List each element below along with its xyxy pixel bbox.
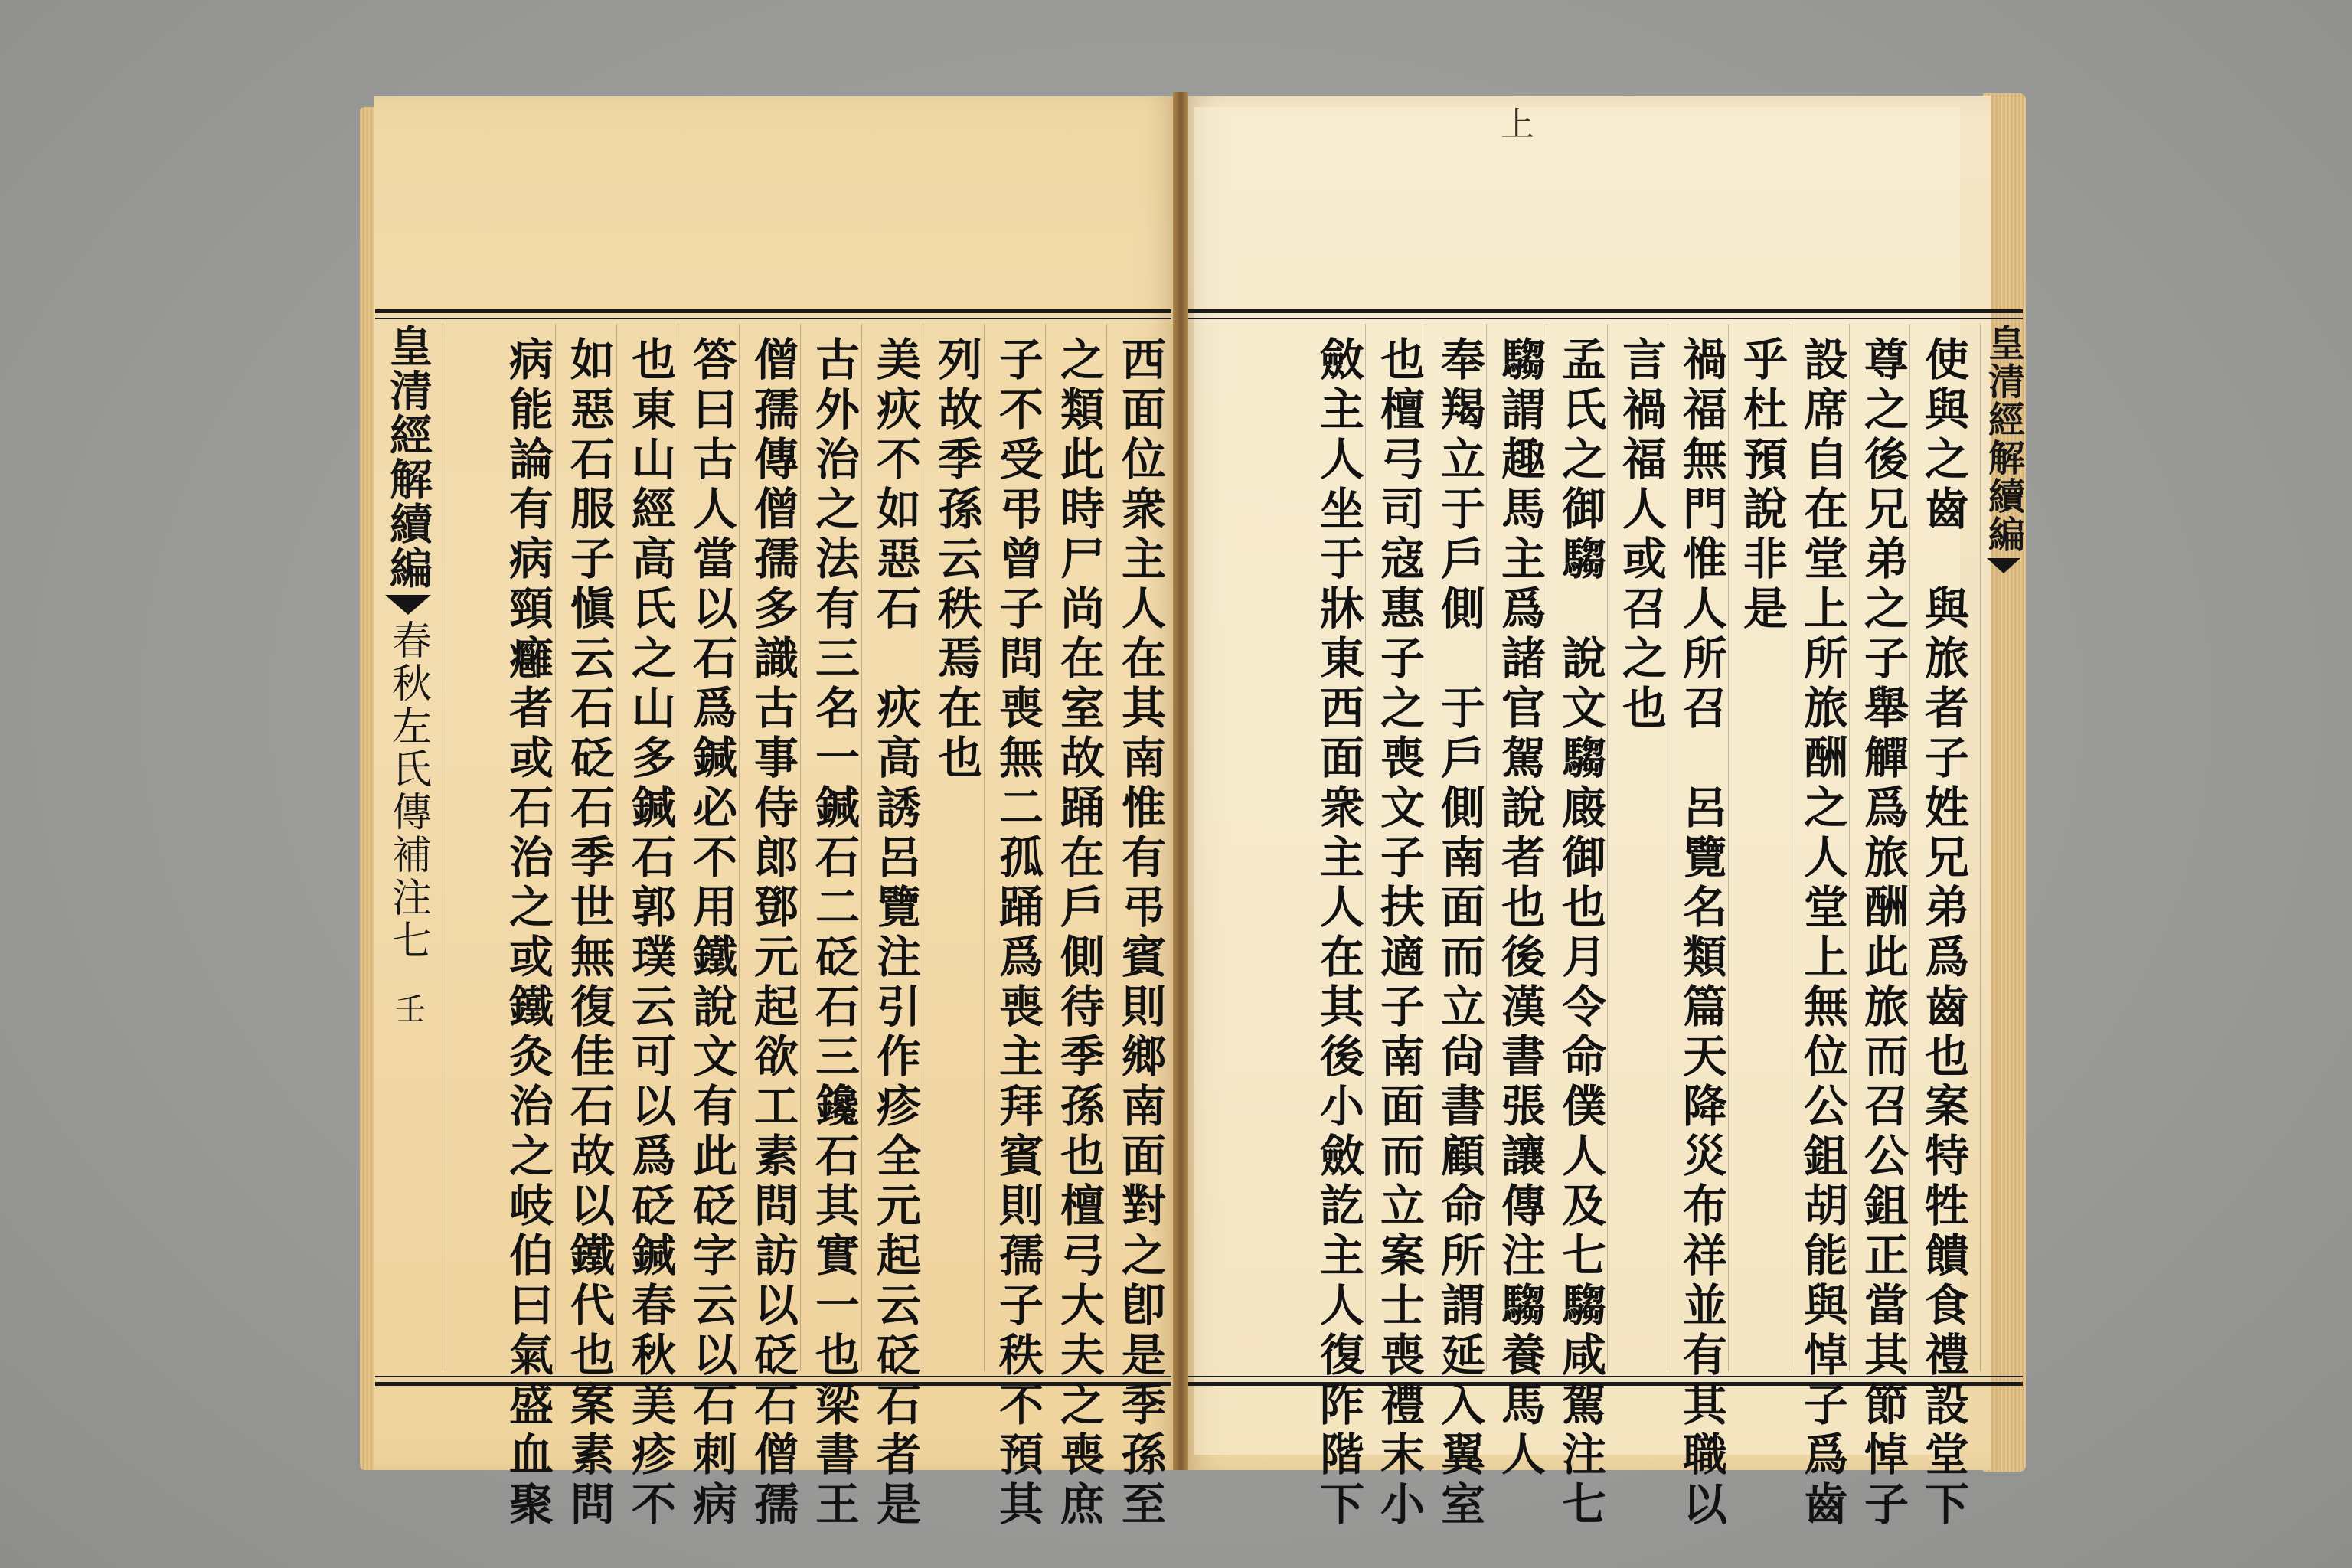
text-column: 病能論有病頸癰者或石治之或鐵灸治之岐伯曰氣盛血聚 [501, 336, 554, 1530]
text-column: 古外治之法有三名一鍼石二砭石三鑱石其實一也梁書王 [808, 336, 860, 1530]
text-column: 也檀弓司寇惠子之喪文子扶適子南面而立案士喪禮末小 [1373, 336, 1425, 1530]
right-page-banxin [1981, 324, 2025, 578]
banxin-chapter-title: 春秋左氏傳補注七 [384, 619, 431, 962]
column-rule [861, 324, 862, 1371]
text-column: 言禍福人或召之也 [1615, 336, 1667, 734]
text-column: 列故季孫云秩焉在也 [930, 336, 982, 784]
text-column: 奉羯立于戶側 于戶側南面而立尙書顧命所謂延入翼室 [1433, 336, 1485, 1530]
text-column: 斂主人坐于牀東西面衆主人在其後小斂訖主人復阼階下 [1312, 336, 1364, 1530]
text-column: 設席自在堂上所旅酬之人堂上無位公鉏胡能與悼子爲齒 [1796, 336, 1848, 1530]
column-rule [555, 324, 556, 1371]
fish-tail-mark [385, 595, 431, 615]
banxin-book-title: 皇清經解續編 [1981, 324, 2025, 554]
column-rule [1607, 324, 1608, 1371]
text-column: 如惡石服子愼云石砭石季世無復佳石故以鐵代也案素問 [563, 336, 615, 1530]
left-page-banxin [375, 324, 441, 1024]
column-rule [616, 324, 617, 1371]
text-column: 子不受弔曾子問喪無二孤踊爲喪主拜賓則孺子秩不預其 [991, 336, 1044, 1530]
text-column: 也東山經高氏之山多鍼石郭璞云可以爲砭鍼春秋美疹不 [624, 336, 676, 1530]
column-rule [1728, 324, 1729, 1371]
banxin-folio-number: 壬 [390, 993, 426, 1024]
text-column: 美疢不如惡石 疢高誘呂覽注引作疹全元起云砭石者是 [869, 336, 921, 1530]
text-column: 孟氏之御騶 說文騶廄御也月令命僕人及七騶咸駕注七 [1554, 336, 1606, 1530]
column-rule [800, 324, 801, 1371]
book-gutter [1173, 92, 1188, 1470]
column-rule [1788, 324, 1789, 1371]
text-column: 尊之後兄弟之子舉觶爲旅酬此旅而召公鉏正當其節悼子 [1857, 336, 1909, 1530]
text-column: 禍福無門惟人所召 呂覽名類篇天降災布祥並有其職以 [1675, 336, 1727, 1530]
text-column: 西面位衆主人在其南惟有弔賓則鄉南面對之卽是季孫至 [1114, 336, 1166, 1530]
left-page-text-frame [375, 309, 1171, 1530]
column-rule [1849, 324, 1850, 1371]
text-column: 僧孺傳僧孺多識古事侍郎鄧元起欲工素問訪以砭石僧孺 [746, 336, 799, 1530]
column-rule [1486, 324, 1487, 1371]
text-column: 使與之齒 與旅者子姓兄弟爲齒也案特牲饋食禮設堂下 [1917, 336, 1969, 1530]
text-column: 乎杜預說非是 [1736, 336, 1788, 635]
fish-tail-mark [1987, 558, 2020, 573]
text-column: 騶謂趣馬主爲諸官駕說者也後漢書張讓傳注騶養馬人 [1494, 336, 1546, 1481]
text-column: 之類此時尸尚在室故踊在戶側待季孫也檀弓大夫之喪庶 [1053, 336, 1105, 1530]
text-column: 答曰古人當以石爲鍼必不用鐵說文有此砭字云以石刺病 [685, 336, 737, 1530]
column-rule [1365, 324, 1366, 1371]
column-rule [984, 324, 985, 1371]
top-margin-mark: 上 [1501, 105, 1534, 144]
column-rule [1909, 324, 1910, 1371]
column-rule [1045, 324, 1046, 1371]
right-page-text-frame [1188, 309, 2025, 1530]
column-rule [1106, 324, 1107, 1371]
column-rule [739, 324, 740, 1371]
banxin-book-title: 皇清經解續編 [383, 324, 433, 590]
